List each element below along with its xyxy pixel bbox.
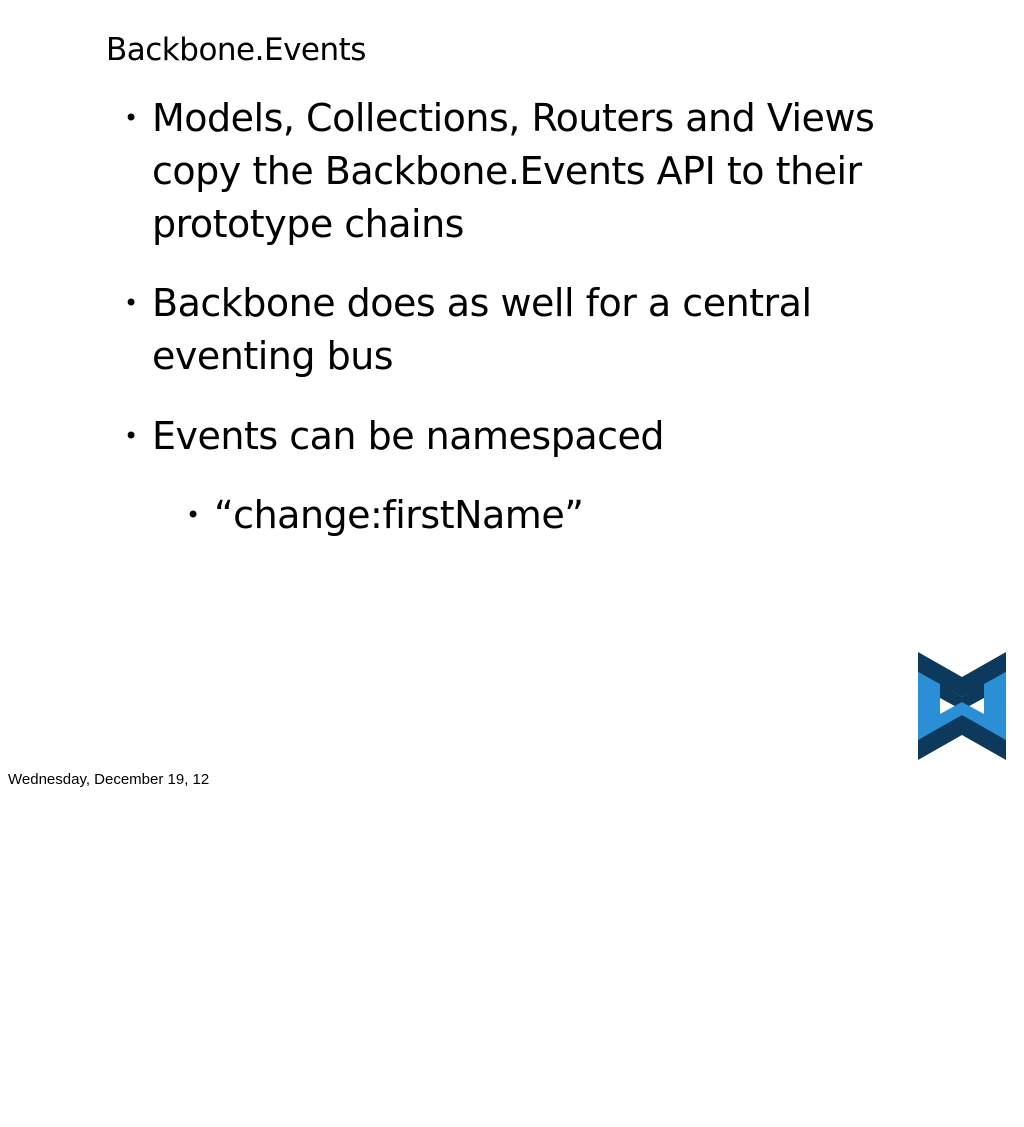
bullet-line: prototype chains [152, 202, 464, 246]
bullet-dot: • [124, 422, 138, 450]
slide-title: Backbone.Events [106, 32, 366, 68]
bullet-line: eventing bus [152, 334, 394, 378]
sub-bullet-item [186, 489, 584, 542]
sub-bullet-text: “change:firstName” [214, 493, 584, 537]
bullet-line: Events can be namespaced [152, 414, 665, 458]
bullet-dot: • [124, 104, 138, 132]
bullet-item [124, 277, 912, 383]
bullet-item [124, 410, 912, 463]
bullet-line: Backbone does as well for a central [152, 281, 812, 325]
backbone-logo-icon [918, 652, 1006, 760]
bullet-line: copy the Backbone.Events API to their [152, 149, 862, 193]
bullet-item [124, 92, 912, 251]
bullet-line: Models, Collections, Routers and Views [152, 96, 875, 140]
bullet-dot: • [124, 289, 138, 317]
footer-date: Wednesday, December 19, 12 [8, 771, 210, 788]
bullet-dot: • [186, 501, 200, 529]
